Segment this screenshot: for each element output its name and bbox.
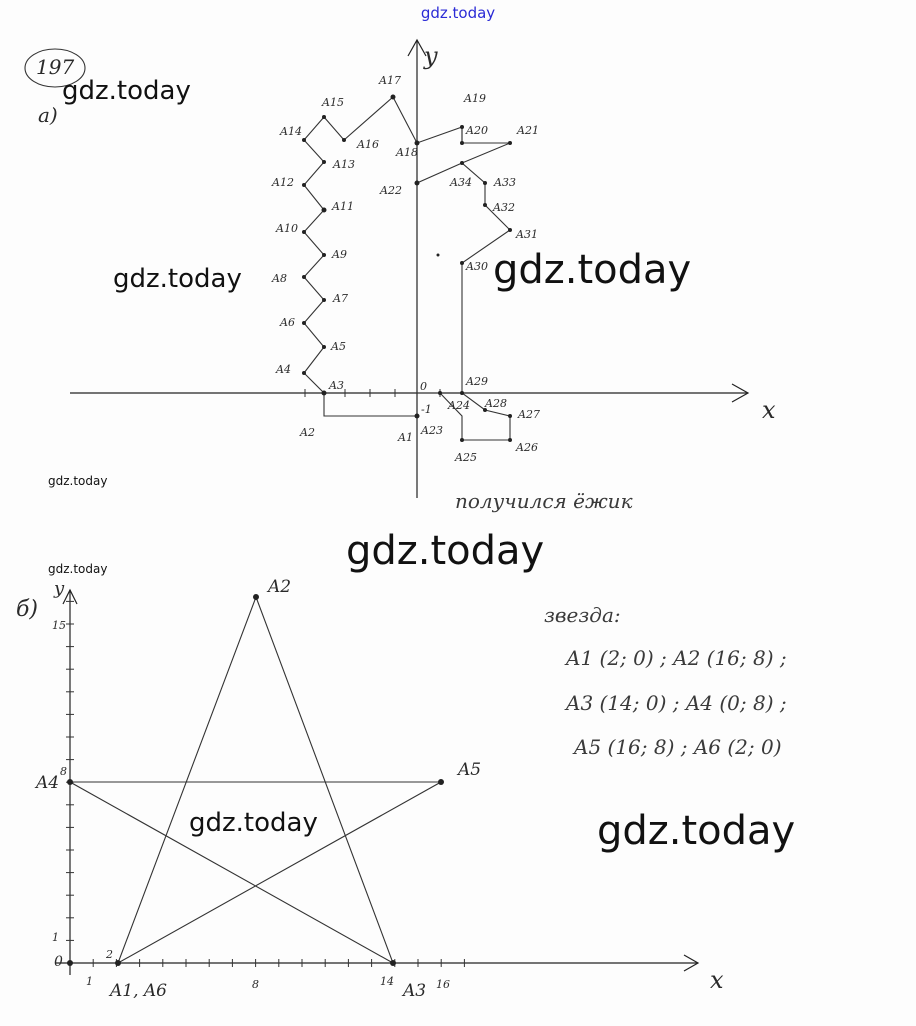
x-tick-14: 14 <box>380 975 394 988</box>
watermark-5: gdz.today <box>346 528 545 574</box>
part-a-label: а) <box>38 103 58 127</box>
label-a19: A19 <box>464 92 486 105</box>
label-a3: A3 <box>329 379 344 392</box>
label-a5: A5 <box>331 340 346 353</box>
watermark-6: gdz.today <box>48 562 108 576</box>
part-b-label: б) <box>16 597 39 622</box>
label-a16: A16 <box>357 138 379 151</box>
star-labels <box>34 577 481 1001</box>
label-b-a1-a6: A1, A6 <box>110 981 167 1001</box>
label-a7: A7 <box>333 292 348 305</box>
label-a12: A12 <box>272 176 294 189</box>
label-a1: A1 <box>398 431 413 444</box>
label-a15: A15 <box>322 96 344 109</box>
label-a4: A4 <box>276 363 291 376</box>
label-a20: A20 <box>466 124 488 137</box>
label-a26: A26 <box>516 441 538 454</box>
label-a21: A21 <box>517 124 539 137</box>
label-a22: A22 <box>380 184 402 197</box>
note-line-2: A3 (14; 0) ; A4 (0; 8) ; <box>566 691 787 715</box>
note-line-1: A1 (2; 0) ; A2 (16; 8) ; <box>566 646 787 670</box>
x-tick-16: 16 <box>436 978 450 991</box>
watermark-3: gdz.today <box>493 247 692 293</box>
label-a17: A17 <box>379 74 401 87</box>
watermark-2: gdz.today <box>113 264 242 294</box>
label-a8: A8 <box>272 272 287 285</box>
watermark-1: gdz.today <box>62 76 191 106</box>
label-b-a2: A2 <box>268 577 292 597</box>
watermark-4: gdz.today <box>48 474 108 488</box>
watermark-8: gdz.today <box>597 808 796 854</box>
x-axis-b-label: x <box>710 966 724 994</box>
note-title: звезда: <box>544 603 621 627</box>
star-points <box>67 594 444 966</box>
part-b <box>16 577 787 1001</box>
watermark-top: gdz.today <box>420 4 496 22</box>
result-note: получился ёжик <box>455 489 633 513</box>
star-note <box>544 603 787 759</box>
watermark-7: gdz.today <box>189 808 318 838</box>
label-a10: A10 <box>276 222 298 235</box>
label-a6: A6 <box>280 316 295 329</box>
y-axis-b-label: y <box>54 578 65 599</box>
label-a34: A34 <box>450 176 472 189</box>
label-a30: A30 <box>466 260 488 273</box>
x-axis-label: x <box>762 396 776 424</box>
point-tick-2: 2 <box>106 948 113 961</box>
y-tick-1: 1 <box>52 931 59 944</box>
note-line-3: A5 (16; 8) ; A6 (2; 0) <box>574 735 782 759</box>
problem-number: 197 <box>36 55 75 79</box>
label-a14: A14 <box>280 125 302 138</box>
label-a11: A11 <box>332 200 354 213</box>
label-a33: A33 <box>494 176 516 189</box>
label-a9: A9 <box>332 248 347 261</box>
label-a32: A32 <box>493 201 515 214</box>
label-a24: A24 <box>448 399 470 412</box>
label-a27: A27 <box>518 408 540 421</box>
label-a13: A13 <box>333 158 355 171</box>
label-a2: A2 <box>300 426 315 439</box>
label-b-a3: A3 <box>403 981 427 1001</box>
x-tick-8: 8 <box>252 978 259 991</box>
y-tick-15: 15 <box>52 619 66 632</box>
minus-one-label: -1 <box>421 403 432 416</box>
label-b-a5: A5 <box>458 760 482 780</box>
label-a29: A29 <box>466 375 488 388</box>
y-axis-label: y <box>424 42 438 70</box>
origin-b: 0 <box>54 954 63 970</box>
label-a18: A18 <box>396 146 418 159</box>
y-tick-8: 8 <box>60 765 67 778</box>
label-a28: A28 <box>485 397 507 410</box>
star-outline <box>70 597 441 963</box>
label-b-a4: A4 <box>36 773 60 793</box>
origin-label: 0 <box>420 380 427 393</box>
label-a31: A31 <box>516 228 538 241</box>
axis-ticks-b <box>66 601 464 967</box>
label-a25: A25 <box>455 451 477 464</box>
label-a23: A23 <box>421 424 443 437</box>
x-tick-1: 1 <box>86 975 93 988</box>
